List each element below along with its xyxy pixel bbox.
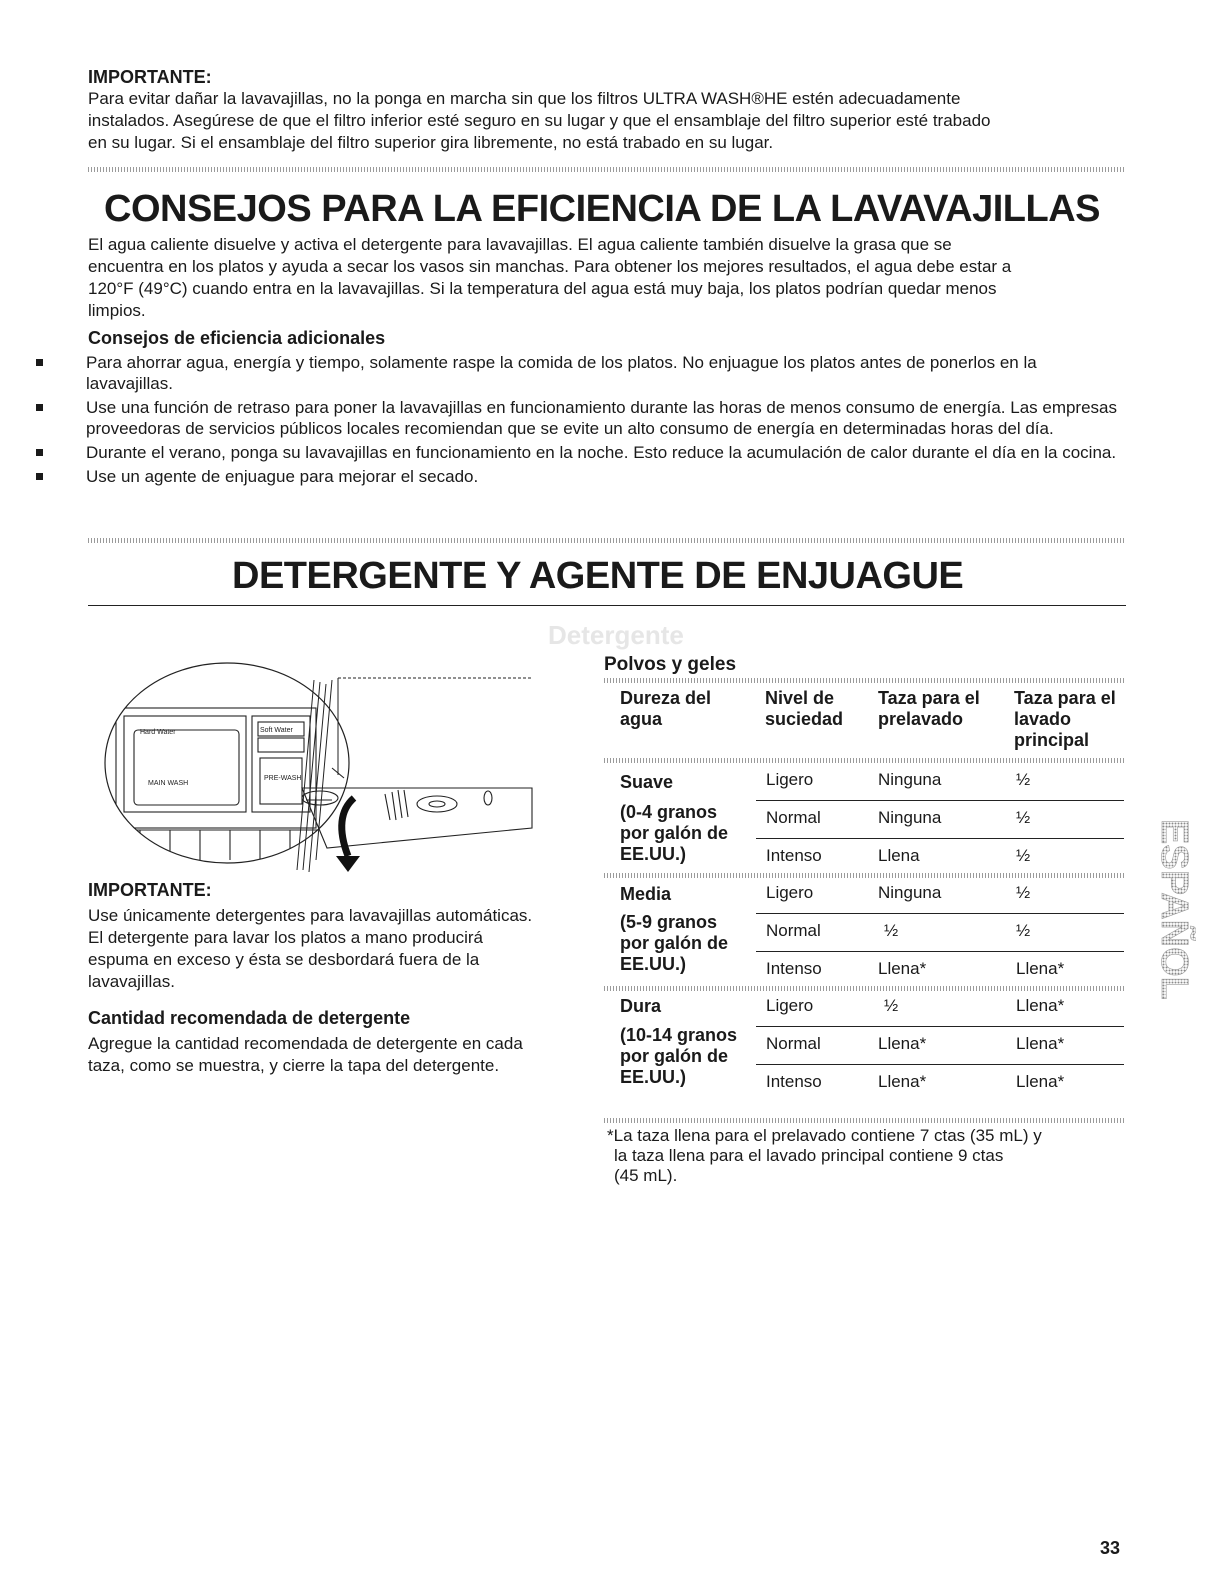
cell-dura-3-pre: Llena* [878,1072,927,1091]
s2-importante-line-2: El detergente para lavar los platos a mano producirá [88,928,484,947]
cell-media-1-pre: Ninguna [878,883,942,902]
cell-suave-1-nivel: Ligero [766,770,814,789]
cell-suave-2-main: ½ [1016,808,1031,827]
soft-water-label: Soft Water [260,727,293,734]
s2-importante-line-1: Use únicamente detergentes para lavavajillas automáticas. [88,906,533,925]
dotted-divider-2 [88,538,1126,543]
cell-dura-3-main: Llena* [1016,1072,1065,1091]
group-dura-detail: (10-14 granos por galón de EE.UU.) [620,1025,738,1087]
group-media-name: Media [620,884,672,904]
group-suave-detail: (0-4 granos por galón de EE.UU.) [620,802,728,864]
section2-importante-label: IMPORTANTE: [88,880,212,900]
hard-water-label: Hard Water [140,729,176,736]
dotted-divider-1 [88,167,1126,172]
importante-top-line-2: instalados. Asegúrese de que el filtro inferior esté seguro en su lugar y que el ensamblaje del filtro superior esté trabado [88,111,991,130]
footnote-line-3: (45 mL). [614,1166,678,1185]
cell-suave-1-main: ½ [1016,770,1031,789]
table-bottom-rule [604,1118,1124,1123]
cantidad-line-2: taza, como se muestra, y cierre la tapa del detergente. [88,1056,500,1075]
row-rule [756,913,1124,914]
section1-intro-line-4: limpios. [88,301,146,320]
cell-dura-1-nivel: Ligero [766,996,814,1015]
section1-title-wrap [104,188,1100,231]
importante-top-block [88,67,1138,154]
side-tab-espanol [1152,815,1196,1055]
importante-top-line-3: en su lugar. Si el ensamblaje del filtro superior gira libremente, no está trabado en su lugar. [88,133,774,152]
table-top-rule [604,678,1124,683]
cell-dura-1-pre: ½ [884,996,899,1015]
cell-dura-1-main: Llena* [1016,996,1065,1015]
cell-media-3-nivel: Intenso [766,959,822,978]
cell-suave-2-nivel: Normal [766,808,821,827]
section1-intro-line-2: encuentra en los platos y ayuda a secar los vasos sin manchas. Para obtener los mejores resultados, el agua debe estar a [88,257,1012,276]
cell-suave-1-pre: Ninguna [878,770,942,789]
cell-media-2-pre: ½ [884,921,899,940]
header-rule [604,758,1124,763]
row-rule [756,1064,1124,1065]
section2-title-wrap [232,555,963,598]
section1-subheading: Consejos de eficiencia adicionales [88,328,386,348]
cell-suave-2-pre: Ninguna [878,808,942,827]
importante-top-label: IMPORTANTE: [88,67,212,87]
cell-media-1-main: ½ [1016,883,1031,902]
group-rule [604,873,1124,878]
group-rule [604,986,1124,991]
list-item: Para ahorrar agua, energía y tiempo, solamente raspe la comida de los platos. No enjuague los platos antes de ponerlos en la lavavajillas. [28,352,1128,394]
row-rule [756,1026,1124,1027]
header-dureza: Dureza del agua [620,688,712,729]
detergent-dispenser-diagram [92,660,562,880]
section2-rule [88,605,1126,606]
cell-media-2-main: ½ [1016,921,1031,940]
section1-intro [88,234,1138,322]
importante-top-line-1: Para evitar dañar la lavavajillas, no la ponga en marcha sin que los filtros ULTRA WASH®HE estén adecuadamente [88,89,961,108]
group-media-detail: (5-9 granos por galón de EE.UU.) [620,912,728,974]
header-nivel: Nivel de suciedad [765,688,844,729]
cell-suave-3-main: ½ [1016,846,1031,865]
cell-media-3-main: Llena* [1016,959,1065,978]
dispenser-illustration [92,660,562,880]
list-item: Use un agente de enjuague para mejorar el secado. [28,466,1128,487]
table-title: Polvos y geles [604,654,737,675]
cantidad-text [88,1033,578,1077]
main-wash-label: MAIN WASH [148,780,189,787]
section1-title: CONSEJOS PARA LA EFICIENCIA DE LA LAVAVAJILLAS [104,188,1101,230]
s2-importante-line-3: espuma en exceso y ésta se desbordará fuera de la [88,950,480,969]
header-lavado-principal: Taza para el lavado principal [1014,688,1116,750]
list-item: Use una función de retraso para poner la lavavajillas en funcionamiento durante las horas de menos consumo de energía. Las empresas proveedoras de servicios públicos locales recomiendan que se evite un alto consumo de energía en determinadas horas del día. [28,397,1128,439]
footnote-line-1: *La taza llena para el prelavado contiene 7 ctas (35 mL) y [607,1126,1042,1145]
list-item: Durante el verano, ponga su lavavajillas en funcionamiento en la noche. Esto reduce la acumulación de calor durante el día en la cocina. [28,442,1128,463]
section1-intro-line-1: El agua caliente disuelve y activa el detergente para lavavajillas. El agua caliente también disuelve la grasa que se [88,235,952,254]
header-prelavado: Taza para el prelavado [878,688,980,729]
cell-dura-2-nivel: Normal [766,1034,821,1053]
cantidad-line-1: Agregue la cantidad recomendada de detergente en cada [88,1034,523,1053]
section1-bullets-wrap [28,352,1128,490]
cell-dura-3-nivel: Intenso [766,1072,822,1091]
row-rule [756,838,1124,839]
cell-suave-3-pre: Llena [878,846,920,865]
cell-dura-2-main: Llena* [1016,1034,1065,1053]
side-tab-text [1152,815,1196,1055]
cell-dura-2-pre: Llena* [878,1034,927,1053]
side-tab-label: ESPAÑOL [1153,819,1195,1000]
group-suave-name: Suave [620,772,674,792]
footnote-line-2: la taza llena para el lavado principal contiene 9 ctas [614,1146,1004,1165]
s2-importante-line-4: lavavajillas. [88,972,175,991]
cell-suave-3-nivel: Intenso [766,846,822,865]
section2-title: DETERGENTE Y AGENTE DE ENJUAGUE [232,555,964,597]
cell-media-1-nivel: Ligero [766,883,814,902]
section2-importante-text [88,905,578,993]
section1-intro-line-3: 120°F (49°C) cuando entra en la lavavajillas. Si la temperatura del agua está muy baja, los platos podrían quedar menos [88,279,997,298]
group-dura-name: Dura [620,996,662,1016]
pre-wash-label: PRE-WASH [264,775,302,782]
page-number: 33 [1100,1538,1121,1558]
section2-subtitle: Detergente [548,620,684,650]
table-footnote [607,1126,1127,1186]
cell-media-3-pre: Llena* [878,959,927,978]
row-rule [756,800,1124,801]
cell-media-2-nivel: Normal [766,921,821,940]
cantidad-heading: Cantidad recomendada de detergente [88,1008,411,1028]
efficiency-bullet-list [28,352,1128,487]
row-rule [756,951,1124,952]
